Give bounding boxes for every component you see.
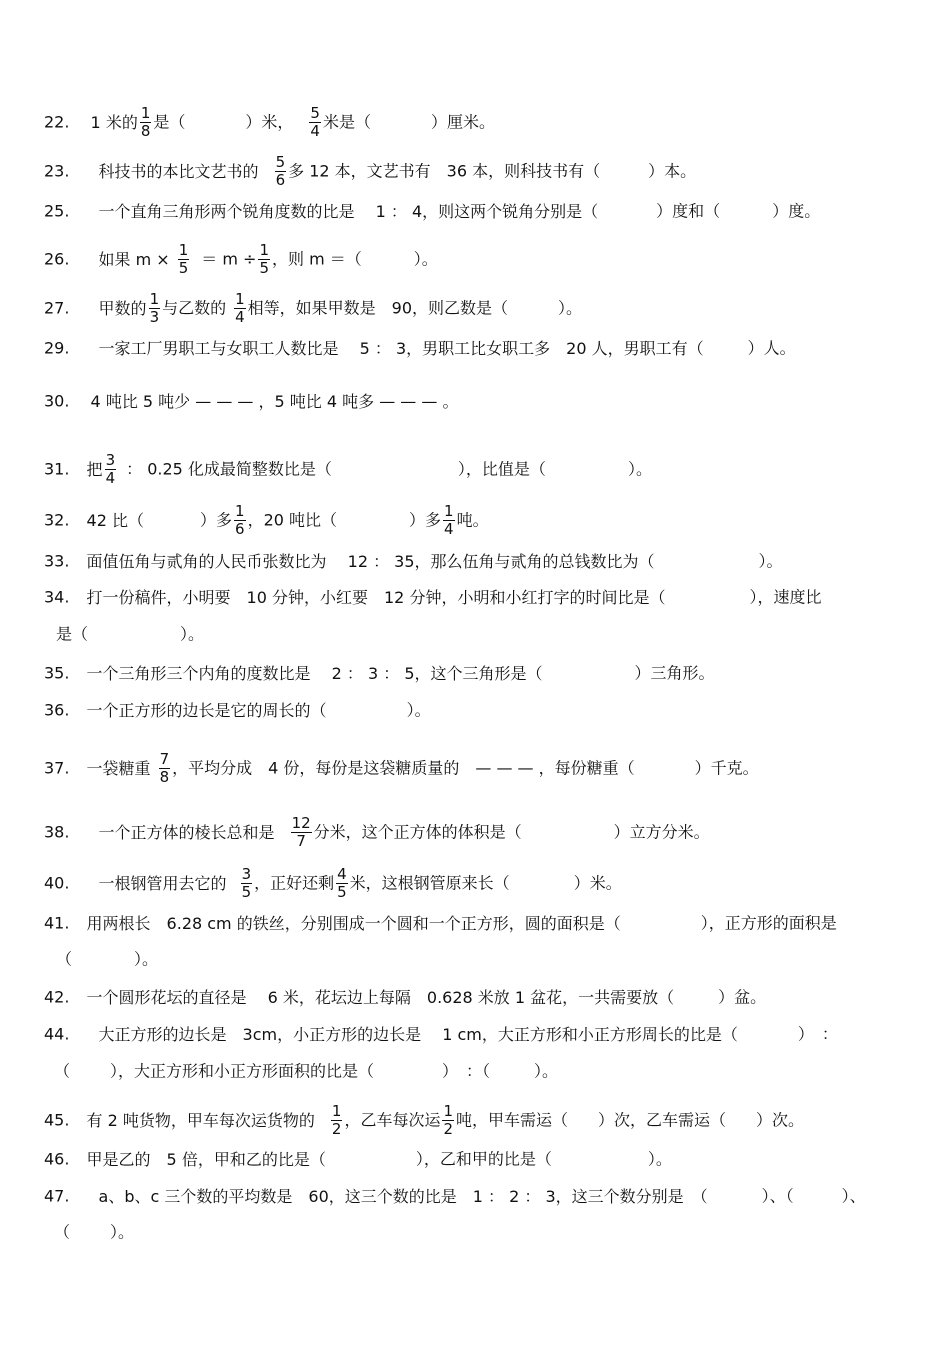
fraction: $\frac{3}{5}$ — [241, 865, 252, 901]
question-number: 25. — [44, 201, 70, 221]
question-27: 27. 甲数的 $\frac{1}{3}$ 与乙数的 $\frac{1}{4}$ 相等，如果甲数是 90，则乙数是（ ）。 — [44, 290, 583, 326]
question-number: 34. — [44, 587, 70, 607]
fraction: $\frac{1}{6}$ — [235, 502, 245, 538]
question-number: 47. — [44, 1186, 70, 1206]
question-32: 32. 42 比（ ）多 $\frac{1}{6}$ ，20 吨比（ ）多 $\frac{1}{4}$ 吨。 — [44, 502, 489, 538]
question-29: 29. 一家工厂男职工与女职工人数比是 5 ： 3，男职工比女职工多 20 人，男职工有（ ）人。 — [44, 338, 796, 358]
question-number: 38. — [44, 822, 70, 842]
fraction: $\frac{1}{4}$ — [235, 290, 245, 326]
question-44-continued: （ ），大正方形和小正方形面积的比是（ ） ：（ ）。 — [54, 1061, 559, 1081]
question-number: 44. — [44, 1024, 70, 1044]
fraction: $\frac{3}{4}$ — [105, 451, 116, 487]
question-46: 46. 甲是乙的 5 倍，甲和乙的比是（ ），乙和甲的比是（ ）。 — [44, 1149, 672, 1169]
question-number: 22. — [44, 112, 70, 132]
question-number: 37. — [44, 758, 70, 778]
question-number: 41. — [44, 913, 70, 933]
question-number: 33. — [44, 551, 70, 571]
fraction: $\frac{1}{3}$ — [149, 290, 160, 326]
fraction: $\frac{1}{5}$ — [259, 241, 269, 277]
question-40: 40. 一根钢管用去它的 $\frac{3}{5}$ ，正好还剩 $\frac{4}{5}$ 米，这根钢管原来长（ ）米。 — [44, 865, 622, 901]
question-45: 45. 有 2 吨货物，甲车每次运货物的 $\frac{1}{2}$ ，乙车每次运 $\frac{1}{2}$ 吨，甲车需运（ ）次，乙车需运（ ）次。 — [44, 1102, 805, 1138]
question-33: 33. 面值伍角与贰角的人民币张数比为 12 ： 35，那么伍角与贰角的总钱数比为（ ）。 — [44, 551, 783, 571]
question-37: 37. 一袋糖重 $\frac{7}{8}$ ，平均分成 4 份，每份是这袋糖质量的 — — — ，每份糖重（ ）千克。 — [44, 750, 759, 786]
question-number: 29. — [44, 338, 70, 358]
question-34: 34. 打一份稿件，小明要 10 分钟，小红要 12 分钟，小明和小红打字的时间比是（ ），速度比 — [44, 587, 822, 607]
fraction: $\frac{1}{4}$ — [444, 502, 454, 538]
question-31: 31. 把 $\frac{3}{4}$ ： 0.25 化成最简整数比是（ ），比值是（ ）。 — [44, 451, 652, 487]
question-41-continued: （ ）。 — [56, 949, 159, 969]
question-number: 27. — [44, 298, 70, 318]
question-42: 42. 一个圆形花坛的直径是 6 米，花坛边上每隔 0.628 米放 1 盆花，一共需要放（ ）盆。 — [44, 987, 767, 1007]
question-number: 42. — [44, 987, 70, 1007]
question-41: 41. 用两根长 6.28 cm 的铁丝，分别围成一个圆和一个正方形，圆的面积是（ ），正方形的面积是 — [44, 913, 837, 933]
question-number: 23. — [44, 161, 70, 181]
question-47: 47. a、b、c 三个数的平均数是 60，这三个数的比是 1 ： 2 ： 3，这三个数分别是 （ ）、（ ）、 — [44, 1186, 866, 1206]
question-number: 45. — [44, 1110, 70, 1130]
question-number: 36. — [44, 700, 70, 720]
question-34-continued: 是（ ）。 — [56, 624, 205, 644]
question-35: 35. 一个三角形三个内角的度数比是 2 ： 3 ： 5，这个三角形是（ ）三角形。 — [44, 663, 715, 683]
question-26: 26. 如果 m × $\frac{1}{5}$ ＝ m ÷ $\frac{1}{5}$ ，则 m ＝（ ）。 — [44, 241, 438, 277]
fraction: $\frac{4}{5}$ — [337, 865, 347, 901]
question-36: 36. 一个正方形的边长是它的周长的（ ）。 — [44, 700, 431, 720]
question-number: 26. — [44, 249, 70, 269]
question-number: 31. — [44, 459, 70, 479]
question-38: 38. 一个正方体的棱长总和是 $\frac{12}{7}$ 分米，这个正方体的体积是（ ）立方分米。 — [44, 814, 710, 850]
question-30: 30. 4 吨比 5 吨少 — — — ，5 吨比 4 吨多 — — — 。 — [44, 391, 459, 411]
fraction: $\frac{1}{8}$ — [140, 104, 151, 140]
fraction: $\frac{1}{2}$ — [331, 1102, 342, 1138]
question-number: 40. — [44, 873, 70, 893]
fraction: $\frac{7}{8}$ — [159, 750, 170, 786]
question-number: 32. — [44, 510, 70, 530]
question-25: 25. 一个直角三角形两个锐角度数的比是 1 ： 4，则这两个锐角分别是（ ）度和（ ）度。 — [44, 201, 821, 221]
fraction: $\frac{5}{6}$ — [275, 153, 286, 189]
question-number: 30. — [44, 391, 70, 411]
question-23: 23. 科技书的本比文艺书的 $\frac{5}{6}$ 多 12 本，文艺书有 36 本，则科技书有（ ）本。 — [44, 153, 697, 189]
question-44: 44. 大正方形的边长是 3cm，小正方形的边长是 1 cm，大正方形和小正方形周长的比是（ ） ： — [44, 1024, 838, 1044]
fraction: $\frac{1}{2}$ — [443, 1102, 454, 1138]
question-number: 35. — [44, 663, 70, 683]
question-number: 46. — [44, 1149, 70, 1169]
fraction: $\frac{5}{4}$ — [310, 104, 320, 140]
question-22: 22. 1 米的 $\frac{1}{8}$ 是（ ）米， $\frac{5}{4}$ 米是（ ）厘米。 — [44, 104, 495, 140]
fraction: $\frac{12}{7}$ — [291, 814, 311, 850]
fraction: $\frac{1}{5}$ — [178, 241, 189, 277]
question-47-continued: （ ）。 — [54, 1222, 135, 1242]
